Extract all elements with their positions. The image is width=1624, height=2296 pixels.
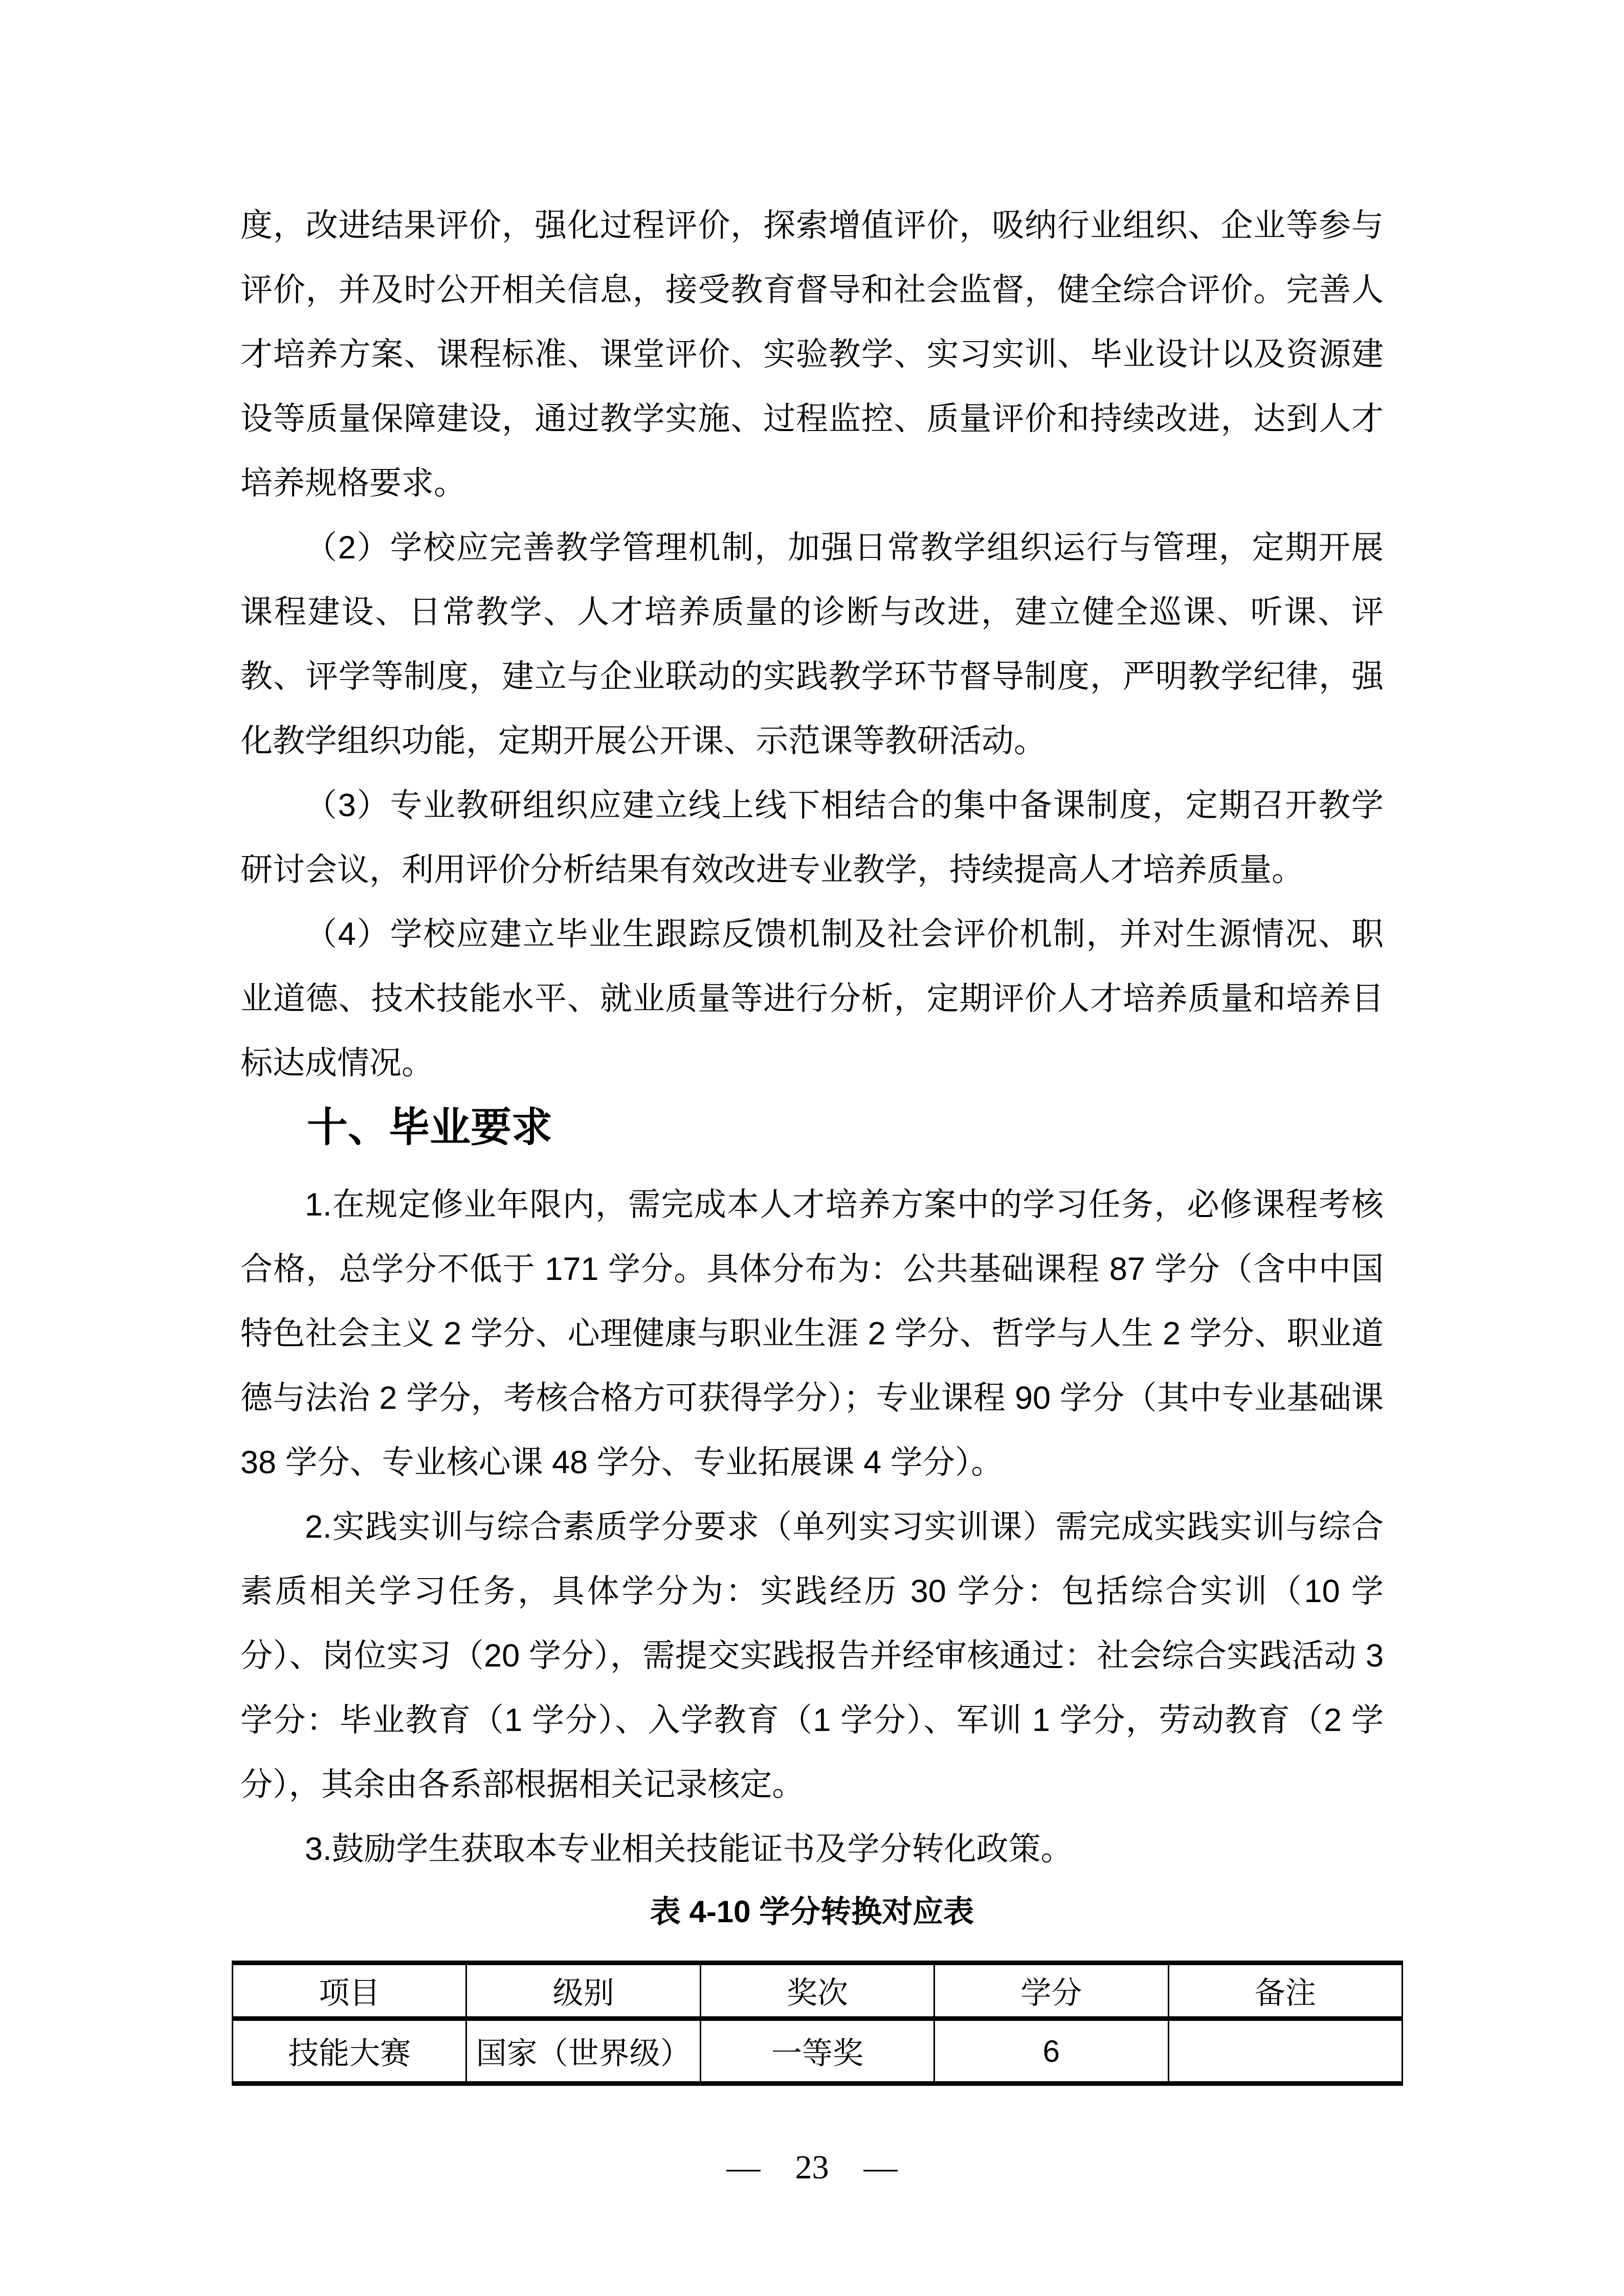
table-cell-level: 国家（世界级） [466,2019,700,2084]
paragraph-item-3: （3）专业教研组织应建立线上线下相结合的集中备课制度，定期召开教学研讨会议，利用评价分析结果有效改进专业教学，持续提高人才培养质量。 [240,787,1384,888]
table-cell-project: 技能大赛 [233,2019,466,2084]
table-caption: 表 4-10 学分转换对应表 [650,1895,974,1929]
table-header-level: 级别 [466,1963,700,2019]
table-cell-remarks [1168,2019,1402,2084]
table-cell-credits: 6 [935,2019,1168,2084]
table-header-credits: 学分 [935,1963,1168,2019]
paragraph-requirement-1: 1.在规定修业年限内，需完成本人才培养方案中的学习任务，必修课程考核合格，总学分不低于 171 学分。具体分布为：公共基础课程 87 学分（含中中国特色社会主义 2 学分、心理健康与职业生涯 2 学分、哲学与人生 2 学分、职业道德与法治 2 学分，考核合格方可获得学分）；专业课程 90 学分（其中专业基础课 38 学分、专业核心课 48 学分、专业拓展课 4 学分）。 [240,1187,1384,1480]
footer-dash-right: — [863,2149,898,2186]
credit-conversion-table [232,1961,1403,2086]
table-header-award: 奖次 [700,1963,934,2019]
table-cell-award: 一等奖 [700,2019,934,2084]
table-header-row [233,1963,1403,2019]
paragraph-requirement-3: 3.鼓励学生获取本专业相关技能证书及学分转化政策。 [305,1831,1073,1867]
paragraph-continuation: 度，改进结果评价，强化过程评价，探索增值评价，吸纳行业组织、企业等参与评价，并及时公开相关信息，接受教育督导和社会监督，健全综合评价。完善人才培养方案、课程标准、课堂评价、实验教学、实习实训、毕业设计以及资源建设等质量保障建设，通过教学实施、过程监控、质量评价和持续改进，达到人才培养规格要求。 [240,208,1384,501]
table-header-project: 项目 [233,1963,466,2019]
paragraph-item-4: （4）学校应建立毕业生跟踪反馈机制及社会评价机制，并对生源情况、职业道德、技术技能水平、就业质量等进行分析，定期评价人才培养质量和培养目标达成情况。 [240,916,1384,1081]
table-row [233,2019,1403,2084]
paragraph-item-2: （2）学校应完善教学管理机制，加强日常教学组织运行与管理，定期开展课程建设、日常教学、人才培养质量的诊断与改进，建立健全巡课、听课、评教、评学等制度，建立与企业联动的实践教学环节督导制度，严明教学纪律，强化教学组织功能，定期开展公开课、示范课等教研活动。 [240,530,1384,759]
table-header-remarks: 备注 [1168,1963,1402,2019]
footer-dash-left: — [726,2149,761,2186]
section-heading-graduation-requirements: 十、毕业要求 [307,1105,552,1150]
page-number: 23 [795,2149,829,2186]
paragraph-requirement-2: 2.实践实训与综合素质学分要求（单列实习实训课）需完成实践实训与综合素质相关学习任务，具体学分为：实践经历 30 学分：包括综合实训（10 学分）、岗位实习（20 学分），需提交实践报告并经审核通过：社会综合实践活动 3 学分：毕业教育（1 学分）、入学教育（1 学分）、军训 1 学分，劳动教育（2 学分），其余由各系部根据相关记录核定。 [240,1509,1384,1803]
page-footer [240,2147,1384,2188]
